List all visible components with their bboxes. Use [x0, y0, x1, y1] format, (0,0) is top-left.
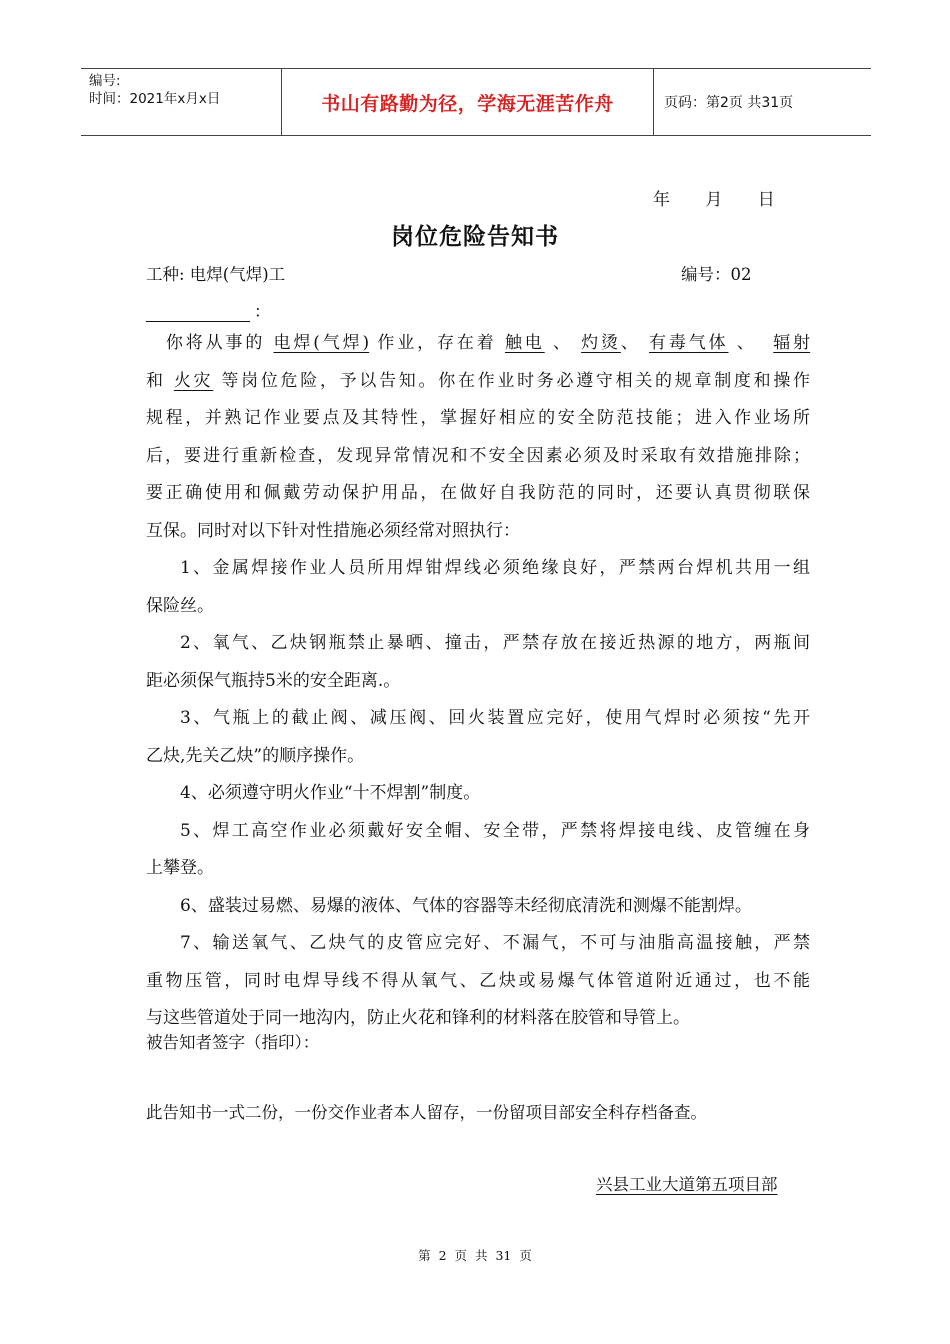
- number-label: 编号:: [89, 73, 121, 89]
- name-underline: [146, 303, 250, 322]
- intro-line-2: 和 火灾 等岗位危险，予以告知。你在作业时务必遵守相关的规章制度和操作: [146, 370, 811, 391]
- hazard-item: 火灾: [173, 370, 214, 391]
- measure-7-line-2: 重物压管，同时电焊导线不得从氧气、乙炔或易爆气体管道附近通过，也不能: [146, 970, 810, 991]
- measure-5-line-1: 5、焊工高空作业必须戴好安全帽、安全带，严禁将焊接电线、皮管缠在身: [180, 820, 810, 841]
- measure-1-line-2: 保险丝。: [146, 595, 214, 616]
- intro-line-1: 你将从事的 电焊(气焊) 作业，存在着 触电 、 灼烫、 有毒气体 、 辐射: [165, 333, 811, 353]
- measure-3-line-2: 乙炔,先关乙炔”的顺序操作。: [146, 745, 365, 766]
- page-title: 岗位危险告知书: [391, 223, 559, 250]
- time-line: 时间：2021年x月x日: [89, 91, 221, 107]
- intro-line-3: 规程，并熟记作业要点及其特性，掌握好相应的安全防范技能；进入作业场所: [146, 408, 810, 428]
- intro-line-4: 后，要进行重新检查，发现异常情况和不安全因素必须及时采取有效措施排除；: [146, 445, 810, 466]
- intro-line-6: 互保。同时对以下针对性措施必须经常对照执行：: [146, 520, 520, 541]
- header-meta-cell: [81, 69, 282, 135]
- hazard-item: 灼烫: [581, 333, 621, 353]
- department-name: 兴县工业大道第五项目部: [596, 1175, 778, 1194]
- header-page-info: 页码：第2页 共31页: [664, 95, 794, 111]
- name-colon: ：: [254, 302, 271, 321]
- measure-6-line-1: 6、盛装过易燃、易爆的液体、气体的容器等未经彻底清洗和测爆不能割焊。: [180, 895, 752, 916]
- page-footer: 第 2 页 共 31 页: [418, 1248, 532, 1263]
- measure-2-line-2: 距必须保气瓶持5米的安全距离.。: [146, 670, 401, 691]
- signer-label: 被告知者签字（指印）：: [146, 1033, 320, 1052]
- hazard-item: 辐射: [773, 333, 811, 353]
- work-type: 工种: 电焊(气焊)工: [146, 265, 286, 284]
- intro-paragraph: [146, 325, 810, 550]
- measure-1-line-1: 1、金属焊接作业人员所用焊钳焊线必须绝缘良好，严禁两台焊机共用一组: [180, 558, 810, 578]
- date-line: 年 月 日: [653, 190, 775, 210]
- measure-7-line-3: 与这些管道处于同一地沟内，防止火花和锋利的材料落在胶管和导管上。: [146, 1008, 690, 1028]
- measure-4-line-1: 4、必须遵守明火作业“十不焊割”制度。: [180, 783, 481, 803]
- job-name: 电焊(气焊): [273, 333, 370, 353]
- measures-list: [146, 550, 810, 1038]
- hazard-item: 触电: [504, 333, 545, 353]
- measure-5-line-2: 上攀登。: [146, 858, 214, 878]
- hazard-item: 有毒气体: [649, 333, 729, 353]
- measure-2-line-1: 2、氧气、乙炔钢瓶禁止暴晒、撞击，严禁存放在接近热源的地方，两瓶间: [180, 633, 810, 653]
- copies-note: 此告知书一式二份，一份交作业者本人留存，一份留项目部安全科存档备查。: [146, 1103, 707, 1122]
- header-motto: 书山有路勤为径，学海无涯苦作舟: [282, 69, 654, 135]
- intro-line-5: 要正确使用和佩戴劳动保护用品，在做好自我防范的同时，还要认真贯彻联保: [146, 483, 810, 503]
- measure-3-line-1: 3、气瓶上的截止阀、减压阀、回火装置应完好，使用气焊时必须按“先开: [180, 708, 810, 728]
- header-table: [81, 68, 871, 136]
- recipient-name-blank: [146, 298, 271, 322]
- measure-7-line-1: 7、输送氧气、乙炔气的皮管应完好、不漏气，不可与油脂高温接触，严禁: [180, 933, 810, 953]
- doc-number: 编号：02: [681, 265, 752, 284]
